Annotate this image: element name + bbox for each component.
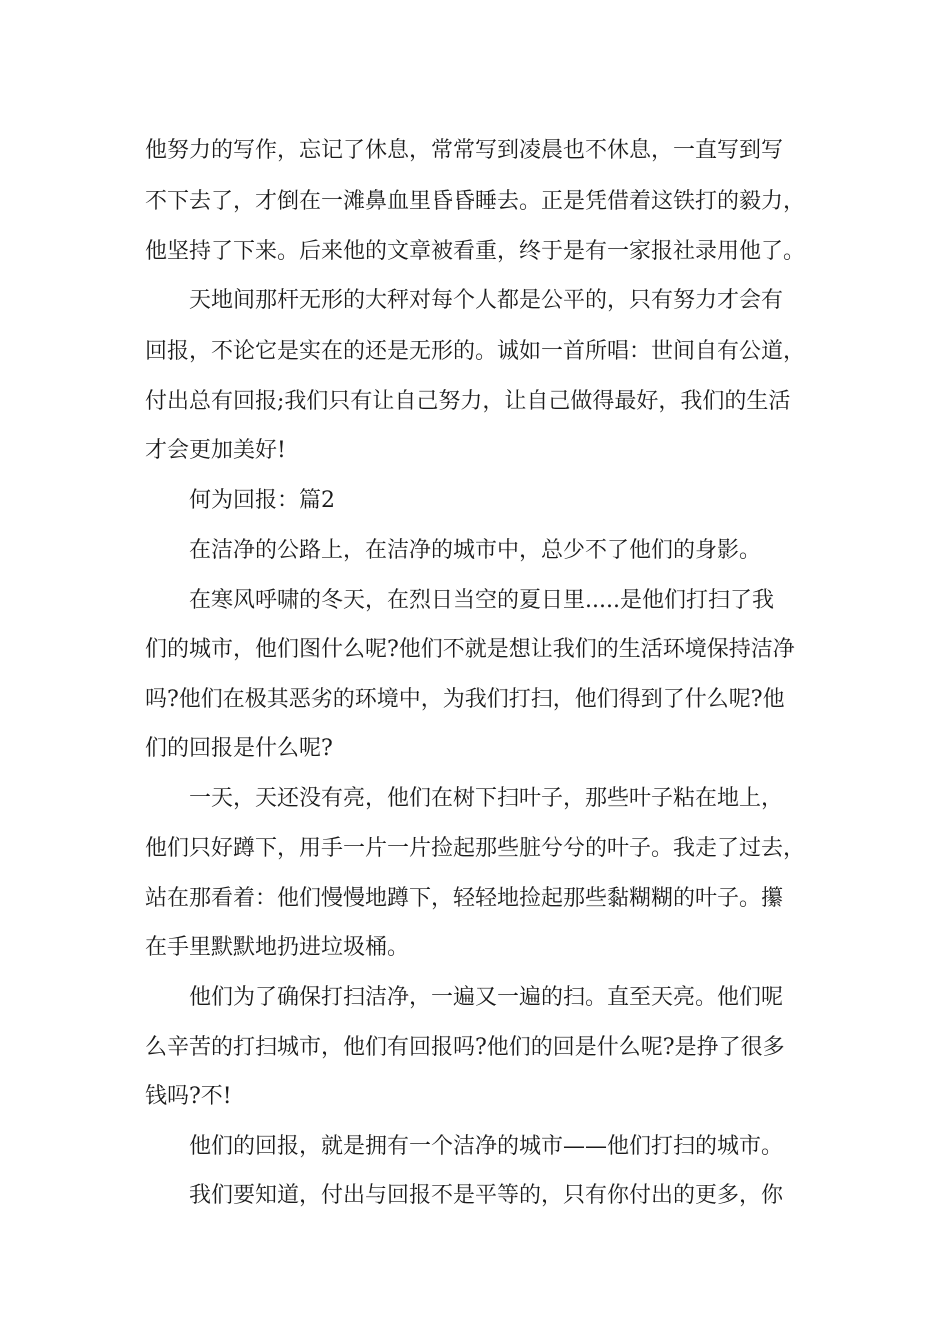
text-line: 不下去了，才倒在一滩鼻血里昏昏睡去。正是凭借着这铁打的毅力， xyxy=(145,189,806,214)
text-line: 他们的回报，就是拥有一个洁净的城市——他们打扫的城市。 xyxy=(189,1134,784,1159)
text-line: 们的回报是什么呢? xyxy=(145,736,333,761)
text-line: 在寒风呼啸的冬天，在烈日当空的夏日里.....是他们打扫了我 xyxy=(189,588,774,613)
text-line: 他坚持了下来。后来他的文章被看重，终于是有一家报社录用他了。 xyxy=(145,239,806,264)
text-line: 回报，不论它是实在的还是无形的。诚如一首所唱：世间自有公道， xyxy=(145,339,806,364)
text-line: 他努力的写作，忘记了休息，常常写到凌晨也不休息，一直写到写 xyxy=(145,138,784,163)
text-line: 他们只好蹲下，用手一片一片捡起那些脏兮兮的叶子。我走了过去， xyxy=(145,836,806,861)
text-line: 我们要知道，付出与回报不是平等的，只有你付出的更多，你 xyxy=(189,1183,784,1208)
text-line: 天地间那杆无形的大秤对每个人都是公平的，只有努力才会有 xyxy=(189,288,784,313)
text-line: 在手里默默地扔进垃圾桶。 xyxy=(145,935,410,960)
text-line: 钱吗?不! xyxy=(145,1084,232,1109)
text-line: 吗?他们在极其恶劣的环境中，为我们打扫，他们得到了什么呢?他 xyxy=(145,687,785,712)
text-line: 一天，天还没有亮，他们在树下扫叶子，那些叶子粘在地上， xyxy=(189,786,784,811)
text-line: 他们为了确保打扫洁净，一遍又一遍的扫。直至天亮。他们呢 xyxy=(189,985,784,1010)
text-line: 付出总有回报;我们只有让自己努力，让自己做得最好，我们的生活 xyxy=(145,389,791,414)
text-line: 们的城市，他们图什么呢?他们不就是想让我们的生活环境保持洁净 xyxy=(145,637,795,662)
text-line: 站在那看着：他们慢慢地蹲下，轻轻地捡起那些黏糊糊的叶子。攥 xyxy=(145,886,784,911)
text-line: 才会更加美好! xyxy=(145,438,286,463)
text-line: 么辛苦的打扫城市，他们有回报吗?他们的回是什么呢?是挣了很多 xyxy=(145,1035,785,1060)
text-line: 在洁净的公路上，在洁净的城市中，总少不了他们的身影。 xyxy=(189,538,762,563)
section-heading: 何为回报：篇2 xyxy=(189,488,335,513)
